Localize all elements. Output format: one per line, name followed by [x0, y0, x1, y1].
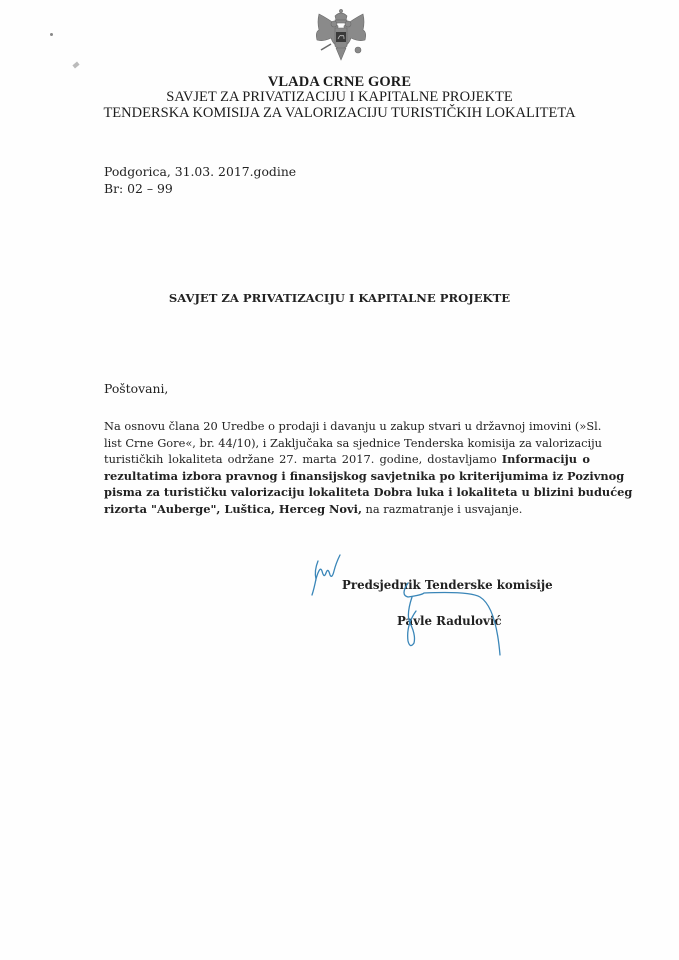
body-bold-segment: rizorta "Auberge", Luštica, Herceg Novi, [104, 501, 362, 516]
salutation: Poštovani, [104, 381, 169, 396]
signatory-title: Predsjednik Tenderske komisije [342, 578, 553, 592]
scan-speck [50, 33, 53, 36]
letter-meta [104, 163, 296, 197]
addressee: SAVJET ZA PRIVATIZACIJU I KAPITALNE PROJEKTE [168, 291, 511, 305]
body-bold-segment: Informaciju o [501, 452, 590, 467]
letterhead-government: VLADA CRNE GORE [267, 74, 412, 90]
body-line [104, 451, 590, 468]
body-bold-segment: rezultatima izbora pravnog i finansijskog savjetnika po kriterijumima iz Pozivnog [104, 468, 625, 483]
scan-mark [72, 62, 79, 69]
signatory-name: Pavle Radulović [397, 614, 502, 628]
body-bold-segment: pisma za turističku valorizaciju lokaliteta Dobra luka i lokaliteta u blizini budućeg [104, 485, 633, 500]
body-text-segment: list Crne Gore«, br. 44/10), i Zaključaka sa sjednice Tenderska komisija za valorizaciju [104, 435, 603, 450]
place-date: Podgorica, 31.03. 2017.godine [104, 164, 297, 179]
body-line [104, 484, 633, 501]
body-text-segment: turističkih lokaliteta održane 27. marta 2017. godine, dostavljamo [104, 452, 502, 467]
letterhead-council: SAVJET ZA PRIVATIZACIJU I KAPITALNE PROJEKTE [166, 89, 513, 105]
body-line [104, 501, 590, 518]
body-text-segment: na razmatranje i usvajanje. [361, 501, 523, 516]
letterhead-commission: TENDERSKA KOMISIJA ZA VALORIZACIJU TURISTIČKIH LOKALITETA [103, 105, 576, 121]
montenegro-coat-of-arms-icon [309, 8, 373, 68]
body-line [104, 468, 625, 485]
body-line [104, 435, 603, 452]
letter-body [104, 418, 633, 518]
handwritten-signature-icon [300, 545, 560, 665]
body-line [104, 418, 602, 435]
body-text-segment: Na osnovu člana 20 Uredbe o prodaji i davanju u zakup stvari u državnoj imovini (»Sl. [104, 419, 602, 433]
reference-number: Br: 02 – 99 [104, 181, 173, 196]
